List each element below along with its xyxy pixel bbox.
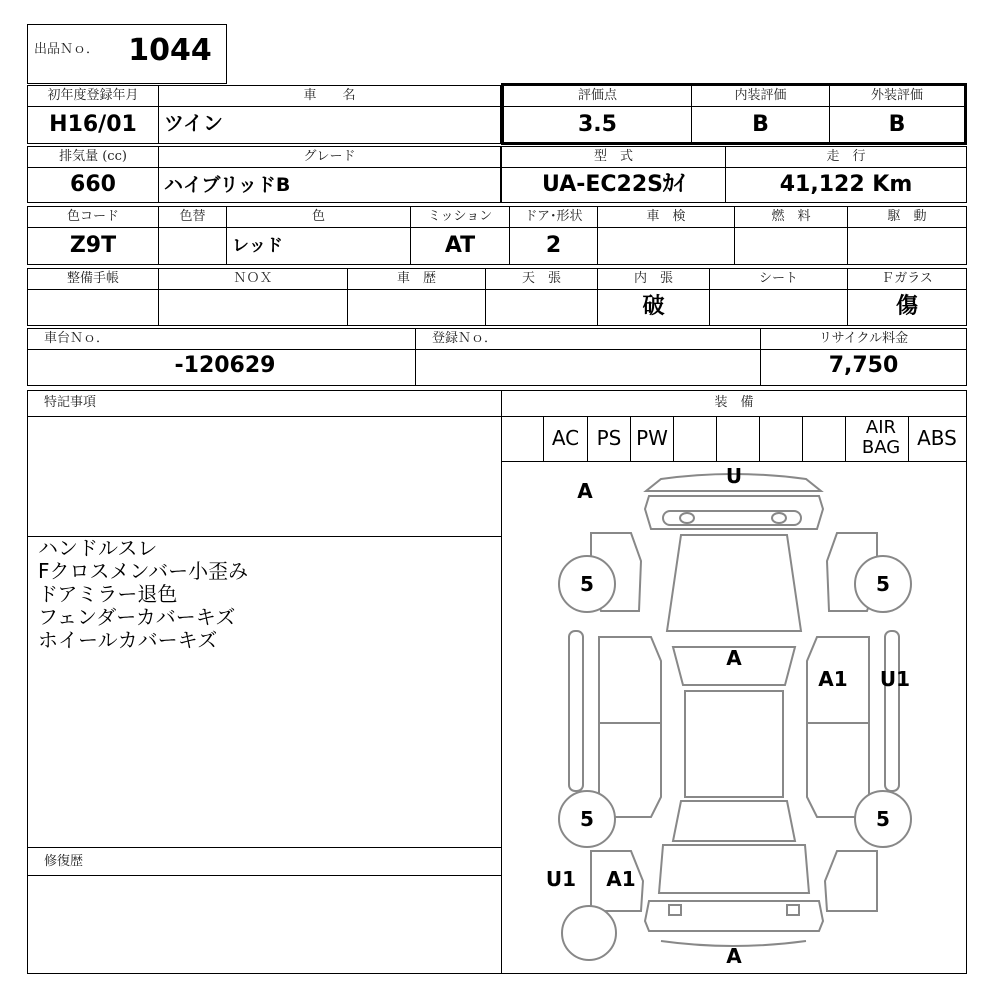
mark-right-a1: A1 xyxy=(818,667,848,691)
equip-ps: PS xyxy=(596,426,622,450)
reg-cell xyxy=(415,349,761,386)
colorcode-label: 色コード xyxy=(66,209,119,224)
score-value: 3.5 xyxy=(578,112,617,137)
fglass-value: 傷 xyxy=(895,294,918,319)
equip-pw: PW xyxy=(636,426,668,450)
year-value: H16/01 xyxy=(49,112,137,137)
equip-airbag: AIR BAG xyxy=(861,417,901,458)
equipment-label: 装 備 xyxy=(714,395,754,410)
fglass-label: Ｆガラス xyxy=(881,271,933,286)
lot-label: 出品Ｎｏ． xyxy=(34,42,100,57)
remarks-notes xyxy=(38,537,248,652)
seat-label: シート xyxy=(758,271,798,286)
remark-line: ドアミラー退色 xyxy=(38,582,178,606)
cc-value: 660 xyxy=(70,172,116,197)
manual-label: 整備手帳 xyxy=(66,271,119,286)
name-label: 車 名 xyxy=(303,88,356,103)
remark-line: Fクロスメンバー小歪み xyxy=(38,559,249,583)
colorcode-value: Z9T xyxy=(69,233,117,258)
mark-right-u1: U1 xyxy=(879,667,911,691)
mark-rear-a1: A1 xyxy=(606,867,636,891)
fuel-cell xyxy=(734,227,848,265)
equip-ac: AC xyxy=(551,426,580,450)
color-value: レッド xyxy=(232,236,283,256)
door-label: ドア･形状 xyxy=(524,209,583,224)
mileage-label: 走 行 xyxy=(826,149,866,164)
repaint-cell xyxy=(158,227,227,265)
interior-trim-label: 内 張 xyxy=(633,271,673,286)
equipment-cell xyxy=(759,416,760,462)
ceiling-cell xyxy=(485,289,598,326)
inspection-cell xyxy=(597,227,735,265)
equipment-cell xyxy=(845,416,846,462)
repaint-label: 色替 xyxy=(179,209,206,224)
nox-label: ＮＯＸ xyxy=(233,271,273,286)
equip-abs: ABS xyxy=(917,426,957,450)
remark-line: フェンダーカバーキズ xyxy=(38,605,236,629)
ceiling-label: 天 張 xyxy=(521,271,561,286)
mark-front-top: U xyxy=(725,464,743,488)
tire-fl-grade: 5 xyxy=(580,572,594,596)
cc-label: 排気量 (cc) xyxy=(59,149,127,164)
model-label: 型 式 xyxy=(593,149,633,164)
interior-trim-value: 破 xyxy=(642,294,665,319)
reg-label: 登録Ｎｏ． xyxy=(432,331,498,346)
car-diagram xyxy=(501,461,967,974)
mark-front-left: A xyxy=(577,479,593,503)
grade-value: ハイブリッドB xyxy=(164,174,291,196)
mileage-value: 41,122 Km xyxy=(779,172,913,197)
remarks-label: 特記事項 xyxy=(44,395,97,410)
recycle-label: リサイクル料金 xyxy=(818,331,909,346)
remark-line: ホイールカバーキズ xyxy=(38,628,218,652)
color-label: 色 xyxy=(311,209,325,224)
recycle-value: 7,750 xyxy=(828,353,899,378)
remark-line: ハンドルスレ xyxy=(38,536,158,560)
equipment-cell xyxy=(673,416,674,462)
history-label: 車 歴 xyxy=(396,271,436,286)
equipment-cell xyxy=(802,416,803,462)
model-value: UA-EC22Sｶｲ xyxy=(542,172,685,197)
door-value: 2 xyxy=(545,233,562,258)
exterior-value: B xyxy=(888,112,906,137)
drive-label: 駆 動 xyxy=(887,209,927,224)
mission-value: AT xyxy=(444,233,476,258)
name-value: ツイン xyxy=(164,111,223,135)
drive-cell xyxy=(847,227,967,265)
score-label: 評価点 xyxy=(577,88,617,103)
inspection-label: 車 検 xyxy=(646,209,686,224)
mark-rear-u1: U1 xyxy=(545,867,577,891)
chassis-label: 車台Ｎｏ． xyxy=(44,331,110,346)
exterior-label: 外装評価 xyxy=(870,88,923,103)
nox-cell xyxy=(158,289,348,326)
repair-area xyxy=(27,875,502,974)
interior-value: B xyxy=(752,112,769,137)
year-label: 初年度登録年月 xyxy=(47,88,139,103)
manual-cell xyxy=(27,289,159,326)
mission-label: ミッション xyxy=(427,209,493,224)
tire-rl-grade: 5 xyxy=(580,807,594,831)
tire-rr-grade: 5 xyxy=(876,807,890,831)
equipment-cell xyxy=(716,416,717,462)
history-cell xyxy=(347,289,486,326)
chassis-value: -120629 xyxy=(174,353,276,378)
lot-number: 1044 xyxy=(128,33,212,68)
interior-label: 内装評価 xyxy=(734,88,787,103)
repair-label: 修復歴 xyxy=(44,854,84,869)
fuel-label: 燃 料 xyxy=(771,209,811,224)
tire-fr-grade: 5 xyxy=(876,572,890,596)
mark-hood: A xyxy=(726,646,742,670)
seat-cell xyxy=(709,289,848,326)
grade-label: グレード xyxy=(303,149,356,164)
mark-rear: A xyxy=(726,944,742,968)
